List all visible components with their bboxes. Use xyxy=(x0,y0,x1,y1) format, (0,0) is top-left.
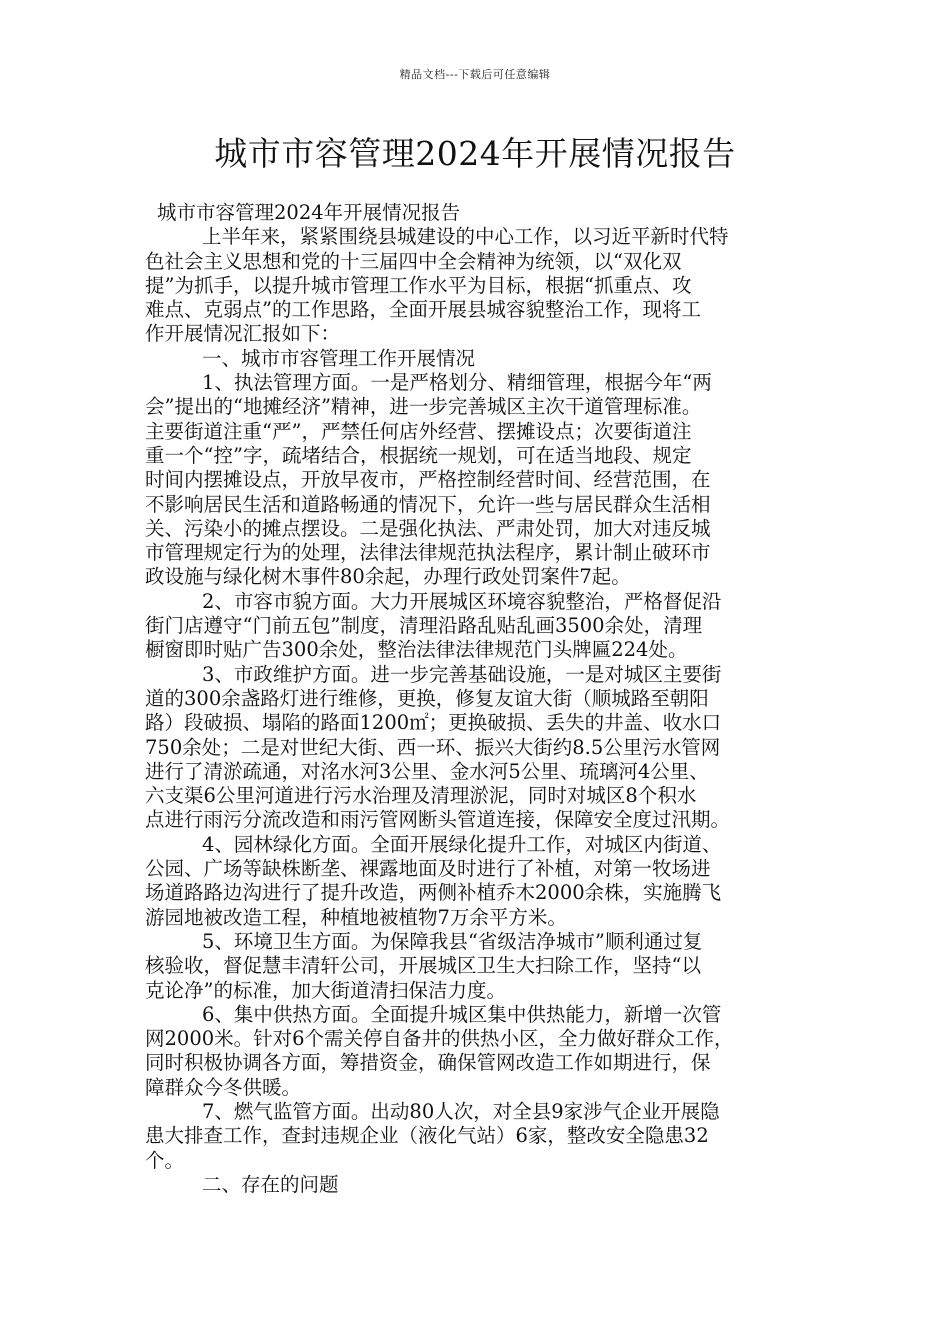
body-line: 个。 xyxy=(145,1148,185,1172)
body-line: 1、执法管理方面。一是严格划分、精细管理，根据今年“两 xyxy=(202,371,712,395)
body-line: 2、市容市貌方面。大力开展城区环境容貌整治，严格督促沿 xyxy=(202,589,722,613)
body-line: 橱窗即时贴广告300余处，整治法律法律规范门头牌匾224处。 xyxy=(145,638,688,662)
body-line: 六支渠6公里河道进行污水治理及清理淤泥，同时对城区8个积水 xyxy=(145,784,697,808)
body-line: 重一个“控”字，疏堵结合，根据统一规划，可在适当地段、规定 xyxy=(145,443,692,467)
body-subtitle: 城市市容管理2024年开展情况报告 xyxy=(157,201,461,224)
body-line: 点进行雨污分流改造和雨污管网断头管道连接，保障安全度过汛期。 xyxy=(145,808,731,832)
body-line: 游园地被改造工程，种植地被植物7万余平方米。 xyxy=(145,905,567,929)
body-line: 道的300余盏路灯进行维修，更换，修复友谊大街（顺城路至朝阳 xyxy=(145,686,709,710)
body-line: 上半年来，紧紧围绕县城建设的中心工作，以习近平新时代特 xyxy=(202,225,729,249)
section-heading-1: 一、城市市容管理工作开展情况 xyxy=(202,346,476,370)
body-line: 色社会主义思想和党的十三届四中全会精神为统领，以“双化双 xyxy=(145,249,682,273)
body-line: 不影响居民生活和道路畅通的情况下，允许一些与居民群众生活相 xyxy=(145,492,711,516)
body-line: 关、污染小的摊点摆设。二是强化执法、严肃处罚，加大对违反城 xyxy=(145,516,711,540)
body-line: 政设施与绿化树木事件80余起，办理行政处罚案件7起。 xyxy=(145,565,631,589)
body-line: 主要街道注重“严”，严禁任何店外经营、摆摊设点；次要街道注 xyxy=(145,419,692,443)
body-line: 网2000米。针对6个需关停自备井的供热小区，全力做好群众工作， xyxy=(145,1027,734,1051)
body-line: 同时积极协调各方面，筹措资金，确保管网改造工作如期进行，保 xyxy=(145,1051,711,1075)
body-line: 4、园林绿化方面。全面开展绿化提升工作，对城区内街道、 xyxy=(202,832,722,856)
body-line: 作开展情况汇报如下： xyxy=(145,322,341,346)
document-body xyxy=(145,201,807,1197)
body-line: 障群众今冬供暖。 xyxy=(145,1075,302,1099)
body-line: 核验收，督促慧丰清轩公司，开展城区卫生大扫除工作，坚持“以 xyxy=(145,954,701,978)
header-note: 精品文档---下载后可任意编辑 xyxy=(399,68,551,81)
section-heading-2: 二、存在的问题 xyxy=(202,1172,339,1196)
body-line: 公园、广场等缺株断垄、裸露地面及时进行了补植，对第一牧场进 xyxy=(145,857,711,881)
document-title: 城市市容管理2024年开展情况报告 xyxy=(214,134,736,173)
body-line: 市管理规定行为的处理，法律法律规范执法程序，累计制止破环市 xyxy=(145,541,711,565)
body-line: 6、集中供热方面。全面提升城区集中供热能力，新增一次管 xyxy=(202,1002,722,1026)
body-line: 场道路路边沟进行了提升改造，两侧补植乔木2000余株，实施腾飞 xyxy=(145,881,722,905)
body-line: 7、燃气监管方面。出动80人次，对全县9家涉气企业开展隐 xyxy=(202,1099,720,1123)
body-line: 进行了清淤疏通，对洺水河3公里、金水河5公里、琉璃河4公里、 xyxy=(145,759,709,783)
body-line: 路）段破损、塌陷的路面1200㎡；更换破损、丢失的井盖、收水口 xyxy=(145,711,722,735)
body-line: 时间内摆摊设点，开放早夜市，严格控制经营时间、经营范围，在 xyxy=(145,468,711,492)
body-line: 3、市政维护方面。进一步完善基础设施，一是对城区主要街 xyxy=(202,662,722,686)
body-line: 提”为抓手，以提升城市管理工作水平为目标，根据“抓重点、攻 xyxy=(145,273,692,297)
body-line: 街门店遵守“门前五包”制度，清理沿路乱贴乱画3500余处，清理 xyxy=(145,614,703,638)
body-line: 750余处；二是对世纪大街、西一环、振兴大街约8.5公里污水管网 xyxy=(145,735,721,759)
body-line: 患大排查工作，查封违规企业（液化气站）6家，整改安全隐患32 xyxy=(145,1124,709,1148)
body-line: 克论净”的标准，加大街道清扫保洁力度。 xyxy=(145,978,506,1002)
body-line: 会”提出的“地摊经济”精神，进一步完善城区主次干道管理标准。 xyxy=(145,395,702,419)
body-line: 5、环境卫生方面。为保障我县“省级洁净城市”顺利通过复 xyxy=(202,929,703,953)
body-line: 难点、克弱点”的工作思路，全面开展县城容貌整治工作，现将工 xyxy=(145,298,701,322)
